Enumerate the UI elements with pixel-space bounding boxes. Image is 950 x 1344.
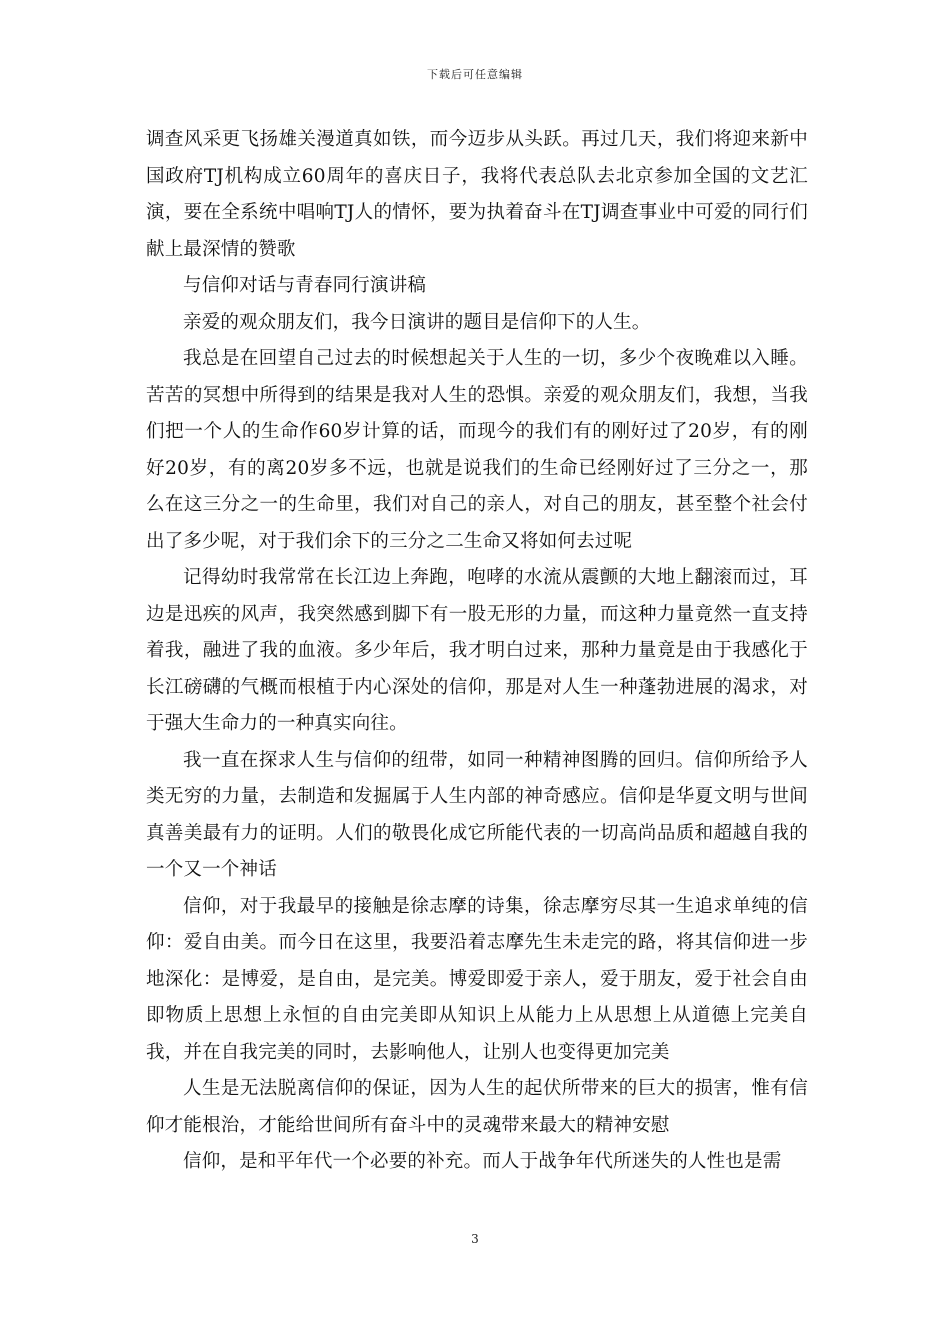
paragraph: 记得幼时我常常在长江边上奔跑，咆哮的水流从震颤的大地上翻滚而过，耳边是迅疾的风声，我突然感到脚下有一股无形的力量，而这种力量竟然一直支持着我，融进了我的血液。多少年后，我才明白过来，那种力量竟是由于我感化于长江磅礴的气概而根植于内心深处的信仰，那是对人生一种蓬勃进展的渴求，对于强大生命力的一种真实向往。	[146, 567, 808, 734]
speech-title: 与信仰对话与青春同行演讲稿	[183, 275, 427, 296]
paragraph: 我一直在探求人生与信仰的纽带，如同一种精神图腾的回归。信仰所给予人类无穷的力量，去制造和发掘属于人生内部的神奇感应。信仰是华夏文明与世间真善美最有力的证明。人们的敬畏化成它所能代表的一切高尚品质和超越自我的一个又一个神话	[146, 749, 808, 880]
paragraph: 我总是在回望自己过去的时候想起关于人生的一切，多少个夜晚难以入睡。苦苦的冥想中所得到的结果是我对人生的恐惧。亲爱的观众朋友们，我想，当我们把一个人的生命作60岁计算的话，而现今的我们有的刚好过了20岁，有的刚好20岁，有的离20岁多不远，也就是说我们的生命已经刚好过了三分之一，那么在这三分之一的生命里，我们对自己的亲人，对自己的朋友，甚至整个社会付出了多少呢，对于我们余下的三分之二生命又将如何去过呢	[146, 348, 808, 552]
paragraph: 信仰，是和平年代一个必要的补充。而人于战争年代所迷失的人性也是需	[183, 1151, 782, 1172]
page-header: 下载后可任意编辑	[427, 68, 523, 81]
paragraph: 人生是无法脱离信仰的保证，因为人生的起伏所带来的巨大的损害，惟有信仰才能根治，才能给世间所有奋斗中的灵魂带来最大的精神安慰	[146, 1078, 808, 1136]
body-text	[146, 122, 808, 1181]
paragraph: 信仰，对于我最早的接触是徐志摩的诗集，徐志摩穷尽其一生追求单纯的信仰：爱自由美。而今日在这里，我要沿着志摩先生未走完的路，将其信仰进一步地深化：是博爱，是自由，是完美。博爱即爱于亲人，爱于朋友，爱于社会自由即物质上思想上永恒的自由完美即从知识上从能力上从思想上从道德上完美自我，并在自我完美的同时，去影响他人，让别人也变得更加完美	[146, 895, 808, 1063]
page-number: 3	[471, 1232, 479, 1246]
paragraph: 调查风采更飞扬雄关漫道真如铁，而今迈步从头跃。再过几天，我们将迎来新中国政府TJ机构成立60周年的喜庆日子，我将代表总队去北京参加全国的文艺汇演，要在全系统中唱响TJ人的情怀，要为执着奋斗在TJ调查事业中可爱的同行们献上最深情的赞歌	[146, 129, 808, 260]
paragraph: 亲爱的观众朋友们，我今日演讲的题目是信仰下的人生。	[183, 311, 651, 333]
